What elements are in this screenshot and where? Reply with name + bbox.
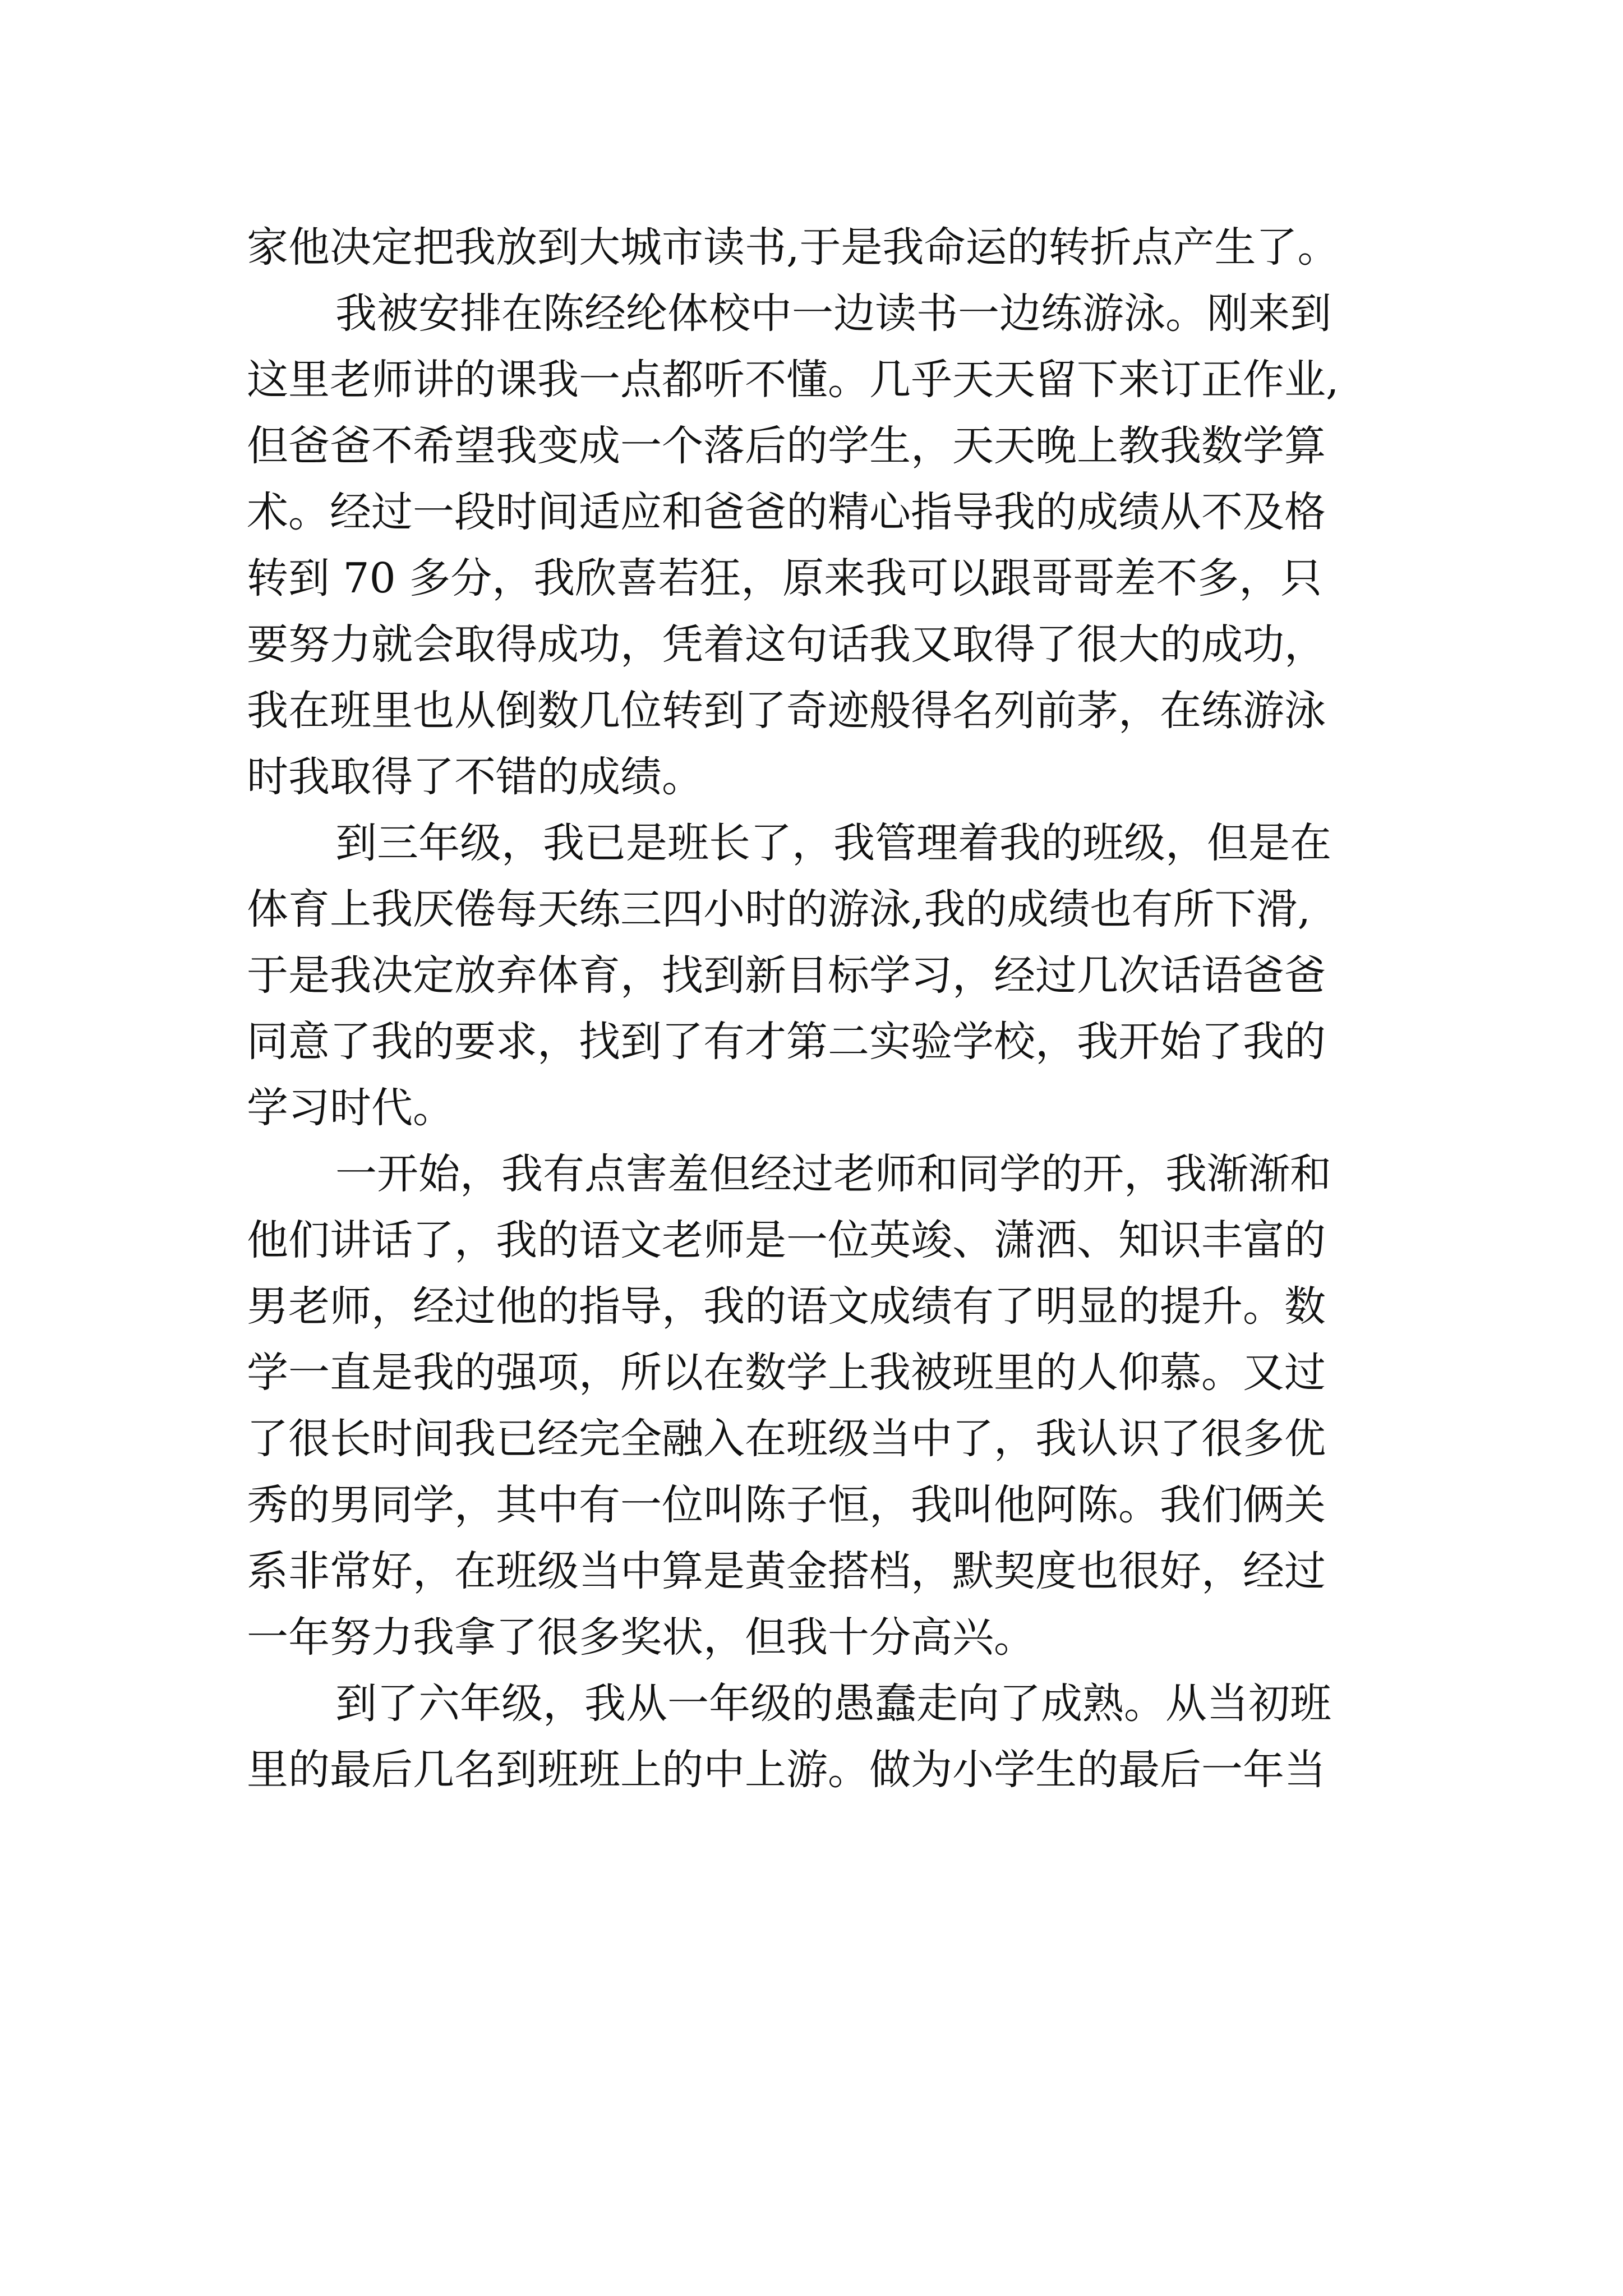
text-line: 秀的男同学，其中有一位叫陈子恒，我叫他阿陈。我们俩关	[247, 1481, 1326, 1529]
body-text	[247, 214, 1424, 1803]
text-line: 时我取得了不错的成绩。	[247, 753, 703, 801]
text-line: 要努力就会取得成功，凭着这句话我又取得了很大的成功，	[247, 620, 1326, 669]
text-line: 家他决定把我放到大城市读书,于是我命运的转折点产生了。	[247, 223, 1339, 272]
text-line: 我在班里也从倒数几位转到了奇迹般得名列前茅，在练游泳	[247, 687, 1326, 735]
text-line: 但爸爸不希望我变成一个落后的学生，天天晚上教我数学算	[247, 422, 1326, 470]
paragraph-first-line: 我被安排在陈经纶体校中一边读书一边练游泳。刚来到	[335, 289, 1331, 338]
text-line: 他们讲话了，我的语文老师是一位英竣、潇洒、知识丰富的	[247, 1216, 1326, 1264]
text-line: 里的最后几名到班班上的中上游。做为小学生的最后一年当	[247, 1746, 1326, 1794]
paragraph-first-line: 一开始，我有点害羞但经过老师和同学的开，我渐渐和	[335, 1150, 1331, 1198]
text-line: 男老师，经过他的指导，我的语文成绩有了明显的提升。数	[247, 1282, 1326, 1331]
text-line: 学习时代。	[247, 1084, 454, 1132]
text-line: 于是我决定放弃体育，找到新目标学习，经过几次话语爸爸	[247, 951, 1326, 1000]
text-line: 体育上我厌倦每天练三四小时的游泳,我的成绩也有所下滑,	[247, 885, 1311, 933]
text-line: 了很长时间我已经完全融入在班级当中了，我认识了很多优	[247, 1415, 1326, 1463]
paragraph-first-line: 到三年级，我已是班长了，我管理着我的班级，但是在	[335, 819, 1331, 867]
paragraph-first-line: 到了六年级，我从一年级的愚蠢走向了成熟。从当初班	[335, 1680, 1331, 1728]
text-line: 转到 70 多分，我欣喜若狂，原来我可以跟哥哥差不多，只	[247, 554, 1322, 602]
text-line: 术。经过一段时间适应和爸爸的精心指导我的成绩从不及格	[247, 488, 1326, 536]
text-line: 同意了我的要求，找到了有才第二实验学校，我开始了我的	[247, 1018, 1326, 1066]
text-line: 一年努力我拿了很多奖状，但我十分高兴。	[247, 1613, 1035, 1662]
text-line: 学一直是我的强项，所以在数学上我被班里的人仰慕。又过	[247, 1349, 1326, 1397]
text-line: 这里老师讲的课我一点都听不懂。几乎天天留下来订正作业,	[247, 356, 1339, 404]
text-line: 系非常好，在班级当中算是黄金搭档，默契度也很好，经过	[247, 1547, 1326, 1595]
